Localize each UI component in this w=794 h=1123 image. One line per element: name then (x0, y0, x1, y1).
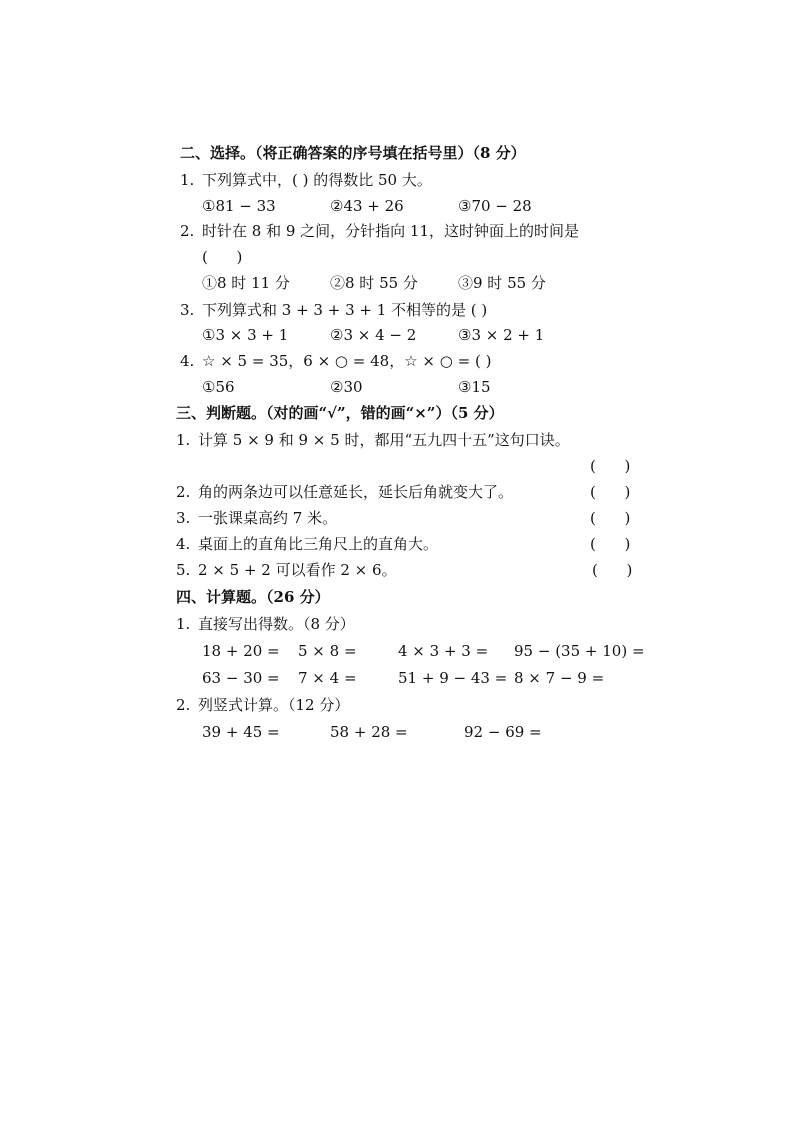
judge-item-5 (176, 560, 397, 580)
question-number: 3. (180, 301, 195, 319)
calc-item: 95 − (35 + 10) = (514, 642, 645, 660)
question-number: 1. (176, 615, 191, 633)
calc-item: 63 − 30 = (202, 669, 280, 687)
question-text: 列竖式计算。（12 分） (198, 696, 350, 714)
item-text: 角的两条边可以任意延长，延长后角就变大了。 (198, 483, 514, 501)
item-text: 2 × 5 + 2 可以看作 2 × 6。 (198, 561, 397, 579)
calc-item: 5 × 8 = (298, 642, 357, 660)
question-number: 1. (180, 171, 195, 189)
question-text: 下列算式和 3 + 3 + 3 + 1 不相等的是 ( ) (202, 301, 488, 319)
calc-question-1 (176, 614, 355, 634)
answer-blank[interactable]: ( ) (202, 248, 243, 266)
option-1: ①8 时 11 分 (202, 274, 290, 292)
item-number: 3. (176, 509, 191, 527)
option-1: ①3 × 3 + 1 (202, 326, 289, 344)
question-number: 2. (180, 222, 195, 240)
item-number: 1. (176, 431, 191, 449)
vertical-calc-item: 39 + 45 = (202, 723, 280, 741)
judge-answer-4[interactable]: ( ) (590, 535, 631, 553)
option-3: ③9 时 55 分 (458, 274, 546, 292)
item-text: 一张课桌高约 7 米。 (198, 509, 338, 527)
option-1: ①81 − 33 (202, 197, 276, 215)
question-text: 下列算式中，( ) 的得数比 50 大。 (202, 171, 432, 189)
vertical-calc-item: 92 − 69 = (464, 723, 542, 741)
option-3: ③70 − 28 (458, 197, 532, 215)
item-number: 2. (176, 483, 191, 501)
option-3: ③15 (458, 378, 491, 396)
question-number: 4. (180, 352, 195, 370)
option-2: ②8 时 55 分 (330, 274, 418, 292)
question-2-2 (180, 221, 579, 241)
section-3-title: 三、判断题。（对的画“√”，错的画“×”）（5 分） (176, 404, 504, 422)
judge-answer-1[interactable]: ( ) (590, 457, 631, 475)
item-number: 5. (176, 561, 191, 579)
judge-item-1 (176, 430, 570, 450)
question-text: ☆ × 5 = 35，6 × ○ = 48，☆ × ○ = ( ) (202, 352, 492, 370)
section-4-title: 四、计算题。（26 分） (176, 588, 330, 606)
calc-item: 51 + 9 − 43 = (398, 669, 508, 687)
question-number: 2. (176, 696, 191, 714)
judge-answer-5[interactable]: ( ) (592, 561, 633, 579)
calc-item: 18 + 20 = (202, 642, 280, 660)
item-text: 桌面上的直角比三角尺上的直角大。 (198, 535, 439, 553)
judge-item-4 (176, 534, 438, 554)
option-2: ②43 + 26 (330, 197, 404, 215)
judge-item-3 (176, 508, 337, 528)
judge-answer-3[interactable]: ( ) (590, 509, 631, 527)
option-2: ②3 × 4 − 2 (330, 326, 417, 344)
calc-question-2 (176, 695, 349, 715)
item-text: 计算 5 × 9 和 9 × 5 时，都用“五九四十五”这句口诀。 (198, 431, 570, 449)
calc-item: 4 × 3 + 3 = (398, 642, 489, 660)
section-2-title: 二、选择。（将正确答案的序号填在括号里）（8 分） (180, 144, 526, 162)
judge-item-2 (176, 482, 513, 502)
question-2-4 (180, 351, 491, 371)
option-1: ①56 (202, 378, 235, 396)
calc-item: 7 × 4 = (298, 669, 357, 687)
vertical-calc-item: 58 + 28 = (330, 723, 408, 741)
question-text: 直接写出得数。（8 分） (198, 615, 355, 633)
judge-answer-2[interactable]: ( ) (590, 483, 631, 501)
question-2-1 (180, 170, 432, 190)
option-2: ②30 (330, 378, 363, 396)
calc-item: 8 × 7 − 9 = (514, 669, 605, 687)
item-number: 4. (176, 535, 191, 553)
question-2-3 (180, 300, 487, 320)
question-text: 时针在 8 和 9 之间，分针指向 11，这时钟面上的时间是 (202, 222, 580, 240)
option-3: ③3 × 2 + 1 (458, 326, 545, 344)
